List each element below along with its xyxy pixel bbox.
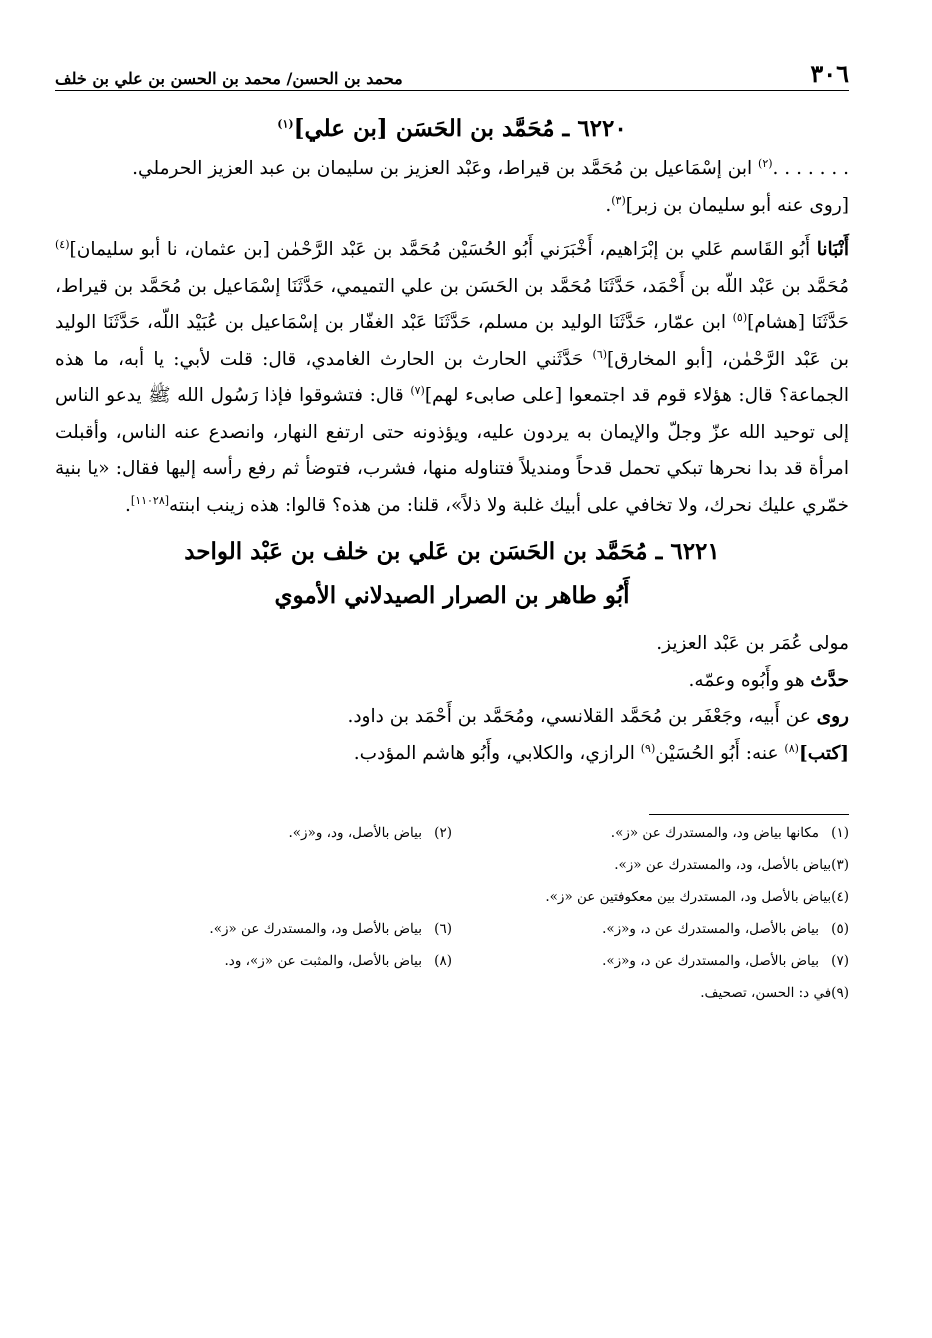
footnote-8: (٨)بياض بالأصل، والمثبت عن «ز»، ود. xyxy=(224,953,452,969)
entry-title-6220: ٦٢٢٠ ـ مُحَمَّد بن الحَسَن [بن علي]$^{(١)}$ xyxy=(277,115,627,142)
footnote-ref[interactable]: (٩) xyxy=(640,741,656,755)
footnote-row xyxy=(55,913,849,945)
document-page xyxy=(55,48,849,1009)
rawa-line-2: روى عن أَبيه، وجَعْفَر بن مُحَمَّد القلانسي، ومُحَمَّد بن أَحْمَد بن داود. xyxy=(347,706,849,727)
footnote-row xyxy=(55,849,849,881)
footnote-4: (٤)بياض بالأصل ود، المستدرك بين معكوفتين عن «ز». xyxy=(545,889,849,905)
footnote-ref[interactable]: (٢) xyxy=(758,156,773,170)
footnote-2: (٢)بياض بالأصل، ود، و«ز». xyxy=(288,825,452,841)
isnad-lead: أَنْبَانا xyxy=(816,239,849,260)
entry-intro: . . . . . . .$^{(٢)}$ ابن إسْمَاعيل بن مُحَمَّد بن قيراط، وعَبْد العزيز بن سليمان بن عبد العزيز الحرملي. xyxy=(132,156,849,179)
isnad-paragraph: أَنْبَانا أَبُو القَاسم عَلي بن إبْرَاهيم، أَخْبَرَني أَبُو الحُسَيْن مُحَمَّد بن عَبْد الرَّحْمٰن [بن عثمان، نا أبو سليمان]$^{(٤)}$ مُحَمَّد بن عَبْد اللّه بن أَحْمَد، حَدَّثَنَا مُحَمَّد بن الحَسَن بن علي التميمي، حَدَّثَنَا إسْمَاعيل بن مُحَمَّد بن قيراط، حَدَّثَنَا [هشام]$^{(٥)}$ ابن عمّار، حَدَّثَنَا الوليد بن مسلم، حَدَّثَنَا عَبْد الغفّار بن إسْمَاعيل بن عُبَيْد اللّه، حَدَّثَنَا الوليد بن عَبْد الرَّحْمٰن، [أبو المخارق]$^{(٦)}$ حَدَّثَني الحارث بن الحارث الغامدي، قال: قلت لأبي: يا أبه، ما هذه الجماعة؟ قال: هؤلاء قوم قد اجتمعوا [على صابىء لهم]$^{(٧)}$ قال: فتشوقوا فإذا رَسُول الله ﷺ يدعو الناس إلى توحيد الله عزّ وجلّ والإيمان به يردون عليه، ويؤذونه حتى ارتفع النهار، وانصدع عنه الناس، وأقبلت امرأة قد بدا نحرها تبكي تحمل قدحاً ومنديلاً فتناوله منها، فشرب، فتوضأ ثم رفع رأسه إليها فقال: «يا بنية خمّري عليك نحرك، ولا تخافي على أبيك غلبة ولا ذلاً»، قلنا: من هذه؟ قالوا: هذه زينب ابنته[١١٠٢٨]. xyxy=(55,237,849,516)
footnote-row xyxy=(55,881,849,913)
haddath-line: حدَّث هو وأَبُوه وعمّه. xyxy=(688,669,849,691)
page-header xyxy=(55,48,849,91)
footnote-7: (٧)بياض بالأصل، والمستدرك عن د، و«ز». xyxy=(602,953,849,969)
rawa-line: [روى عنه أبو سليمان بن زبر]$^{(٣)}$. xyxy=(605,193,849,216)
footnote-3: (٣)بياض بالأصل، ود، والمستدرك عن «ز». xyxy=(614,857,849,873)
footnote-ref[interactable]: (٤) xyxy=(55,237,70,251)
page-number: ٣٠٦ xyxy=(810,59,849,88)
footnote-ref[interactable]: (٣) xyxy=(611,193,626,207)
hadith-ref-number: [١١٠٢٨] xyxy=(130,493,170,507)
footnotes xyxy=(55,817,849,1009)
footnote-divider xyxy=(649,814,849,815)
running-title: محمد بن الحسن/ محمد بن الحسن بن علي بن خلف xyxy=(55,69,403,88)
mawla-line: مولى عُمَر بن عَبْد العزيز. xyxy=(656,633,849,654)
entry-title-6221: ٦٢٢١ ـ مُحَمَّد بن الحَسَن بن عَلي بن خلف بن عَبْد الواحد xyxy=(184,538,720,565)
footnote-6: (٦)بياض بالأصل ود، والمستدرك عن «ز». xyxy=(209,921,452,937)
footnote-ref[interactable]: (٥) xyxy=(732,310,748,324)
entry-subtitle-6221: أَبُو طاهر بن الصرار الصيدلاني الأموي xyxy=(274,582,630,609)
footnote-ref[interactable]: (٦) xyxy=(592,347,608,361)
footnote-ref[interactable]: (٧) xyxy=(410,383,425,397)
footnote-row xyxy=(55,977,849,1009)
footnote-ref[interactable]: (١) xyxy=(277,117,294,131)
footnote-ref[interactable]: (٨) xyxy=(784,741,799,755)
footnote-5: (٥)بياض بالأصل، والمستدرك عن د، و«ز». xyxy=(602,921,849,937)
footnote-row xyxy=(55,817,849,849)
footnote-row xyxy=(55,945,849,977)
footnote-1: (١)مكانها بياض ود، والمستدرك عن «ز». xyxy=(610,825,849,841)
footnote-9: (٩)في د: الحسن، تصحيف. xyxy=(700,985,849,1001)
kutib-line: [كتب]$^{(٨)}$ عنه: أَبُو الحُسَيْن$^{(٩)}$ الرازي، والكلابي، وأَبُو هاشم المؤدب. xyxy=(353,741,849,764)
